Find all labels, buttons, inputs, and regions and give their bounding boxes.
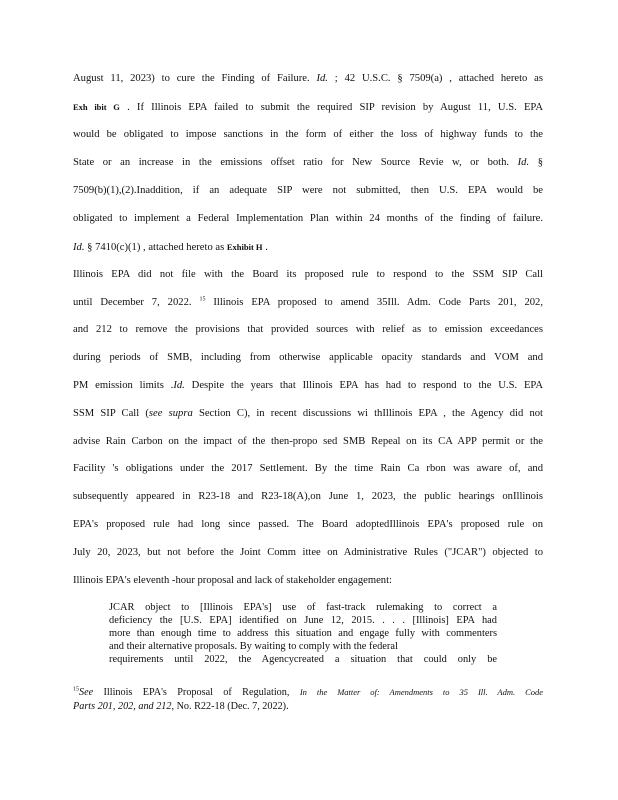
body-line-4: State or an increase in the emissions offset ratio for New Source Revie w, or both. Id. § <box>73 157 543 168</box>
footnote-ref-15: 15 <box>199 296 206 303</box>
footnote-line-2: Parts 201, 202, and 212, No. R22-18 (Dec. 7, 2022). <box>73 701 289 712</box>
quote-line-5: requirements until 2022, the Agencycreated a situation that could only be <box>109 654 497 665</box>
quote-line-3: more than enough time to address this situation and engage fully with commenters <box>109 628 497 639</box>
body-line-10: and 212 to remove the provisions that provided sources with relief as to emission exceedances <box>73 324 543 335</box>
exhibit-h-label: Exhibit H <box>226 242 263 252</box>
body-line-9: until December 7, 2022. $^{15}$ Illinois EPA proposed to amend 35Ill. Adm. Code Parts 201, 202, <box>73 296 543 308</box>
body-line-12: PM emission limits .Id. Despite the years that Illinois EPA has had to respond to the U.S. EPA <box>73 380 544 391</box>
body-line-15: Facility 's obligations under the 2017 Settlement. By the time Rain Ca rbon was aware of, and <box>73 463 543 474</box>
body-line-7: Id. § 7410(c)(1) , attached hereto as Exhibit H . <box>73 242 268 253</box>
body-line-6: obligated to implement a Federal Implementation Plan within 24 months of the finding of failure. <box>73 213 543 224</box>
body-line-1: August 11, 2023) to cure the Finding of Failure. Id. ; 42 U.S.C. § 7509(a) , attached hereto as <box>73 73 543 84</box>
body-line-5: 7509(b)(1),(2).Inaddition, if an adequate SIP were not submitted, then U.S. EPA would be <box>73 185 543 196</box>
body-line-13: SSM SIP Call (see supra Section C), in recent discussions wi thIllinois EPA , the Agency did not <box>73 408 544 419</box>
body-line-16: subsequently appeared in R23-18 and R23-18(A),on June 1, 2023, the public hearings onIllinois <box>73 491 543 502</box>
quote-line-4: and their alternative proposals. By waiting to comply with the federal <box>109 641 398 652</box>
body-line-3: would be obligated to impose sanctions in the form of either the loss of highway funds to the <box>73 129 543 140</box>
body-line-11: during periods of SMB, including from otherwise applicable opacity standards and VOM and <box>73 352 543 363</box>
body-line-2: Exh ibit G . If Illinois EPA failed to submit the required SIP revision by August 11, U.S. EPA <box>73 102 544 113</box>
body-line-8: Illinois EPA did not file with the Board its proposed rule to respond to the SSM SIP Call <box>73 269 543 280</box>
footnote-line-1: $^{15}$See Illinois EPA's Proposal of Regulation, In the Matter of: Amendments to 35 Ill. Adm. Code <box>73 686 544 698</box>
quote-line-1: JCAR object to [Illinois EPA's] use of fast-track rulemaking to correct a <box>109 602 497 613</box>
quote-line-2: deficiency the [U.S. EPA] identified on June 12, 2015. . . . [Illinois] EPA had <box>109 615 497 626</box>
body-line-18: July 20, 2023, but not before the Joint Comm ittee on Administrative Rules ("JCAR") objected to <box>73 547 543 558</box>
body-line-17: EPA's proposed rule had long since passed. The Board adoptedIllinois EPA's proposed rule on <box>73 519 543 530</box>
body-line-19: Illinois EPA's eleventh -hour proposal and lack of stakeholder engagement: <box>73 575 392 586</box>
footnote-number: 15 <box>73 686 79 693</box>
body-line-14: advise Rain Carbon on the impact of the then-propo sed SMB Repeal on its CA APP permit or the <box>73 436 543 447</box>
exhibit-g-label: Exh ibit G <box>73 102 120 112</box>
